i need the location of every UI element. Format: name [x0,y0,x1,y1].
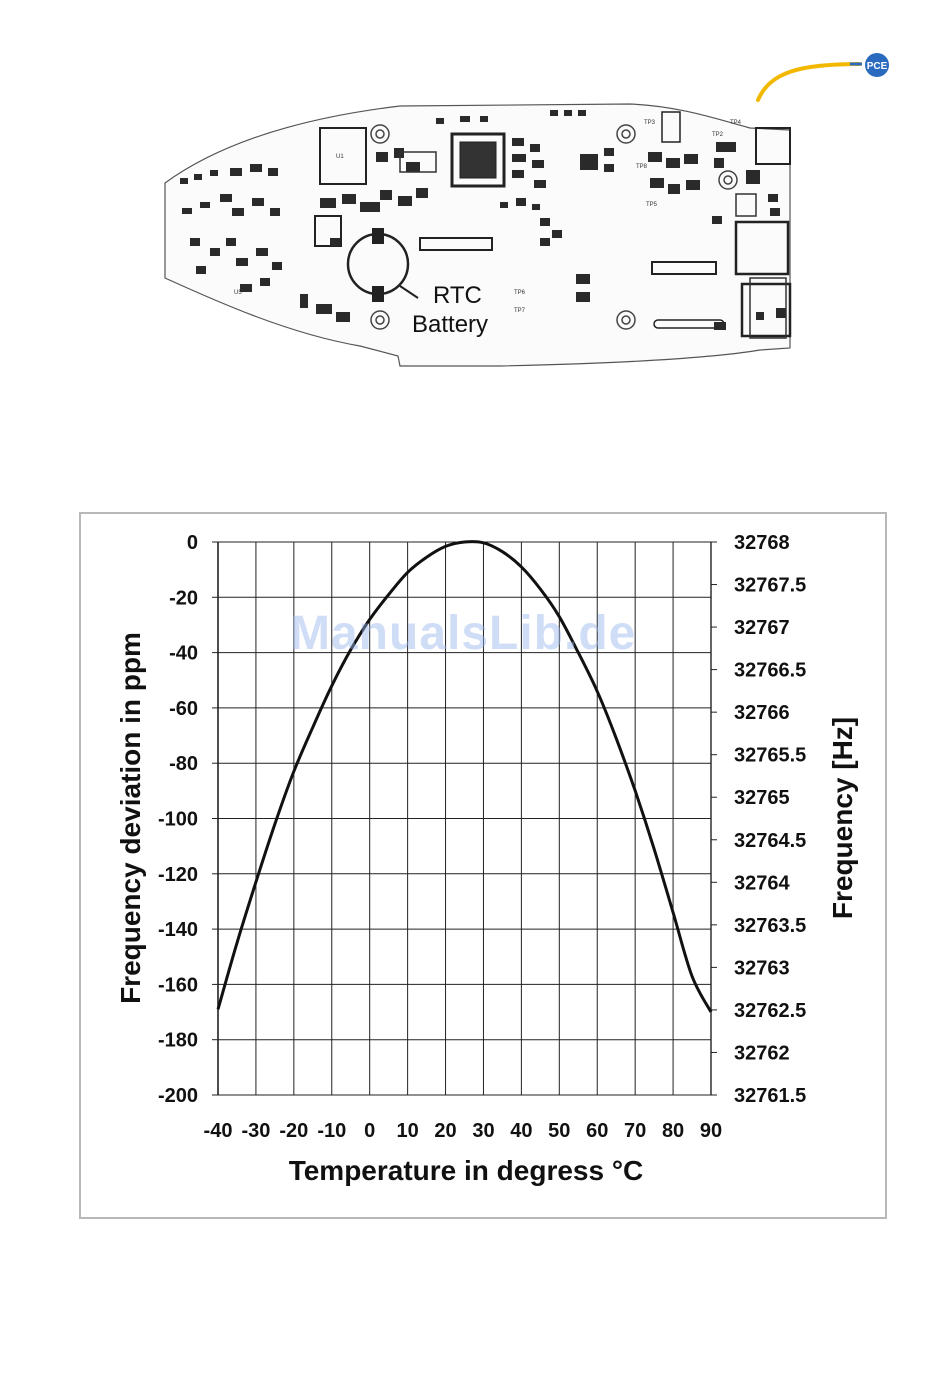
logo-text: PCE [866,61,888,72]
pcb-board-diagram [160,98,800,368]
x-tick-label: 10 [396,1120,419,1142]
x-tick-label: 20 [434,1120,457,1142]
y2-tick-label: 32765.5 [734,744,807,767]
x-tick-label: -30 [241,1120,271,1142]
y-tick-label: -120 [157,863,198,886]
x-axis-label: Temperature in degress °C [288,1155,644,1186]
x-tick-label: 60 [586,1120,609,1142]
silk-tp4: TP4 [730,120,742,126]
x-tick-label: 80 [661,1120,685,1142]
y-axis-label: Frequency deviation in ppm [115,632,146,1004]
y-tick-label: -100 [157,808,198,831]
y-tick-label: -40 [169,642,198,665]
y2-tick-label: 32764 [734,872,790,895]
x-tick-label: 30 [472,1120,495,1142]
y2-tick-label: 32768 [734,532,790,554]
x-tick-label: -40 [203,1120,233,1142]
y2-tick-label: 32761.5 [734,1085,807,1107]
silk-tp8: TP8 [636,164,648,170]
y2-tick-label: 32766.5 [734,659,807,682]
y2-tick-label: 32767.5 [734,574,807,597]
x-tick-label: 0 [364,1120,376,1142]
y-tick-label: -80 [169,753,198,776]
y2-tick-label: 32762 [734,1042,790,1065]
y2-tick-label: 32762.5 [734,999,807,1022]
silk-u5: U5 [234,290,242,296]
y2-tick-label: 32763 [734,957,790,980]
y-tick-label: -180 [157,1029,198,1052]
callout-battery: Battery [412,311,489,338]
logo-swoosh [758,64,860,100]
silk-tp7: TP7 [514,308,526,314]
y2-tick-label: 32766 [734,702,790,725]
y-tick-label: -60 [169,697,198,720]
silk-tp3: TP3 [644,120,656,126]
y2-tick-label: 32767 [734,617,790,640]
x-tick-label: 70 [624,1120,647,1142]
x-tick-label: 90 [699,1120,723,1142]
y2-tick-label: 32763.5 [734,914,807,937]
y-tick-label: -160 [157,974,198,997]
silk-tp6: TP6 [514,290,526,296]
x-tick-label: -10 [317,1120,347,1142]
y-tick-label: -20 [169,587,198,610]
silk-tp2: TP2 [712,132,724,138]
silk-u1: U1 [336,154,344,160]
watermark: ManualsLib.de [290,607,637,660]
x-tick-label: 50 [548,1120,571,1142]
y-tick-label: 0 [186,532,198,554]
y-tick-label: -200 [157,1085,198,1107]
y2-axis-label: Frequency [Hz] [827,716,858,920]
silk-tp5: TP5 [646,202,658,208]
x-tick-label: 40 [510,1120,533,1142]
y2-tick-label: 32764.5 [734,829,807,852]
callout-rtc: RTC [433,282,482,309]
y-tick-label: -140 [157,919,198,942]
x-tick-label: -20 [279,1120,309,1142]
y2-tick-label: 32765 [734,787,790,810]
